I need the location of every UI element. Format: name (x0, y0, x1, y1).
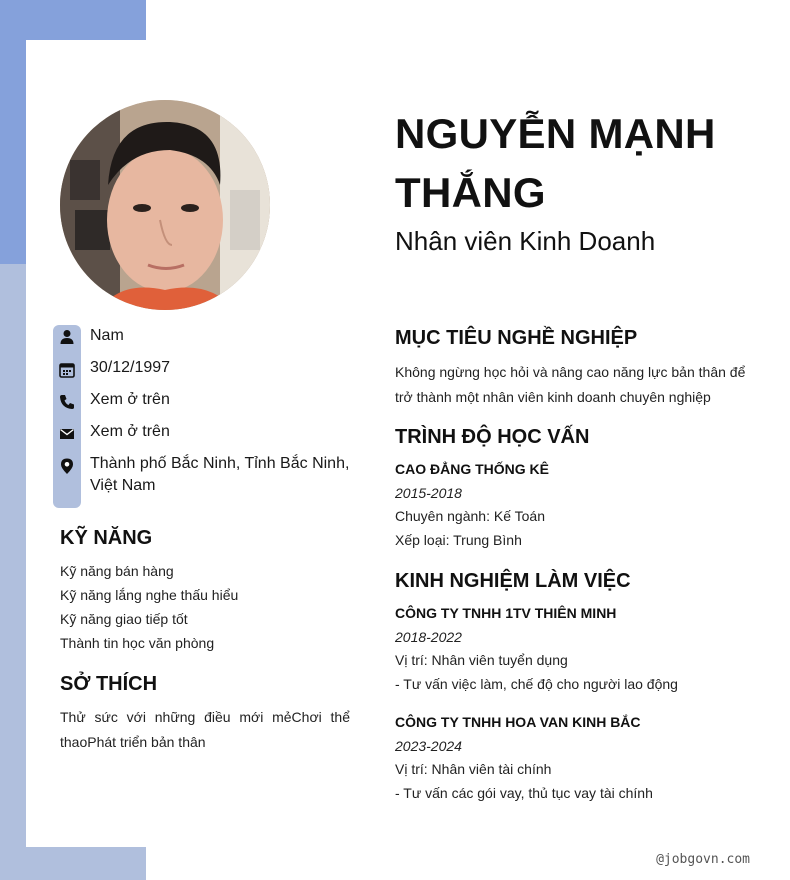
education-major: Chuyên ngành: Kế Toán (395, 508, 545, 524)
phone-icon (58, 393, 76, 411)
education-school: CAO ĐẲNG THỐNG KÊ (395, 461, 549, 477)
experience-title: KINH NGHIỆM LÀM VIỆC (395, 570, 631, 592)
contact-email: Xem ở trên (90, 423, 170, 440)
education-rank: Xếp loại: Trung Bình (395, 532, 522, 548)
contact-birthdate: 30/12/1997 (90, 359, 171, 376)
skills-title: KỸ NĂNG (60, 527, 153, 549)
contact-icon-strip (53, 325, 81, 508)
hobbies-title: SỞ THÍCH (60, 673, 158, 695)
calendar-icon (58, 361, 76, 379)
contact-phone: Xem ở trên (90, 391, 170, 408)
decor-bar-left (0, 264, 26, 880)
candidate-name: NGUYỄN MẠNH THẮNG (395, 110, 716, 216)
job-detail: - Tư vấn việc làm, chế độ cho người lao động (395, 676, 678, 692)
job-detail: - Tư vấn các gói vay, thủ tục vay tài chính (395, 785, 653, 801)
decor-bar-bottom (0, 847, 146, 880)
person-icon (58, 328, 76, 346)
job-position: Vị trí: Nhân viên tài chính (395, 761, 552, 777)
profile-photo (60, 100, 270, 310)
hobbies-text: Thử sức với những điều mới mẻChơi thể thaoPhát triển bản thân (60, 709, 350, 750)
job-period: 2018-2022 (395, 629, 462, 645)
objective-text: Không ngừng học hỏi và nâng cao năng lực bản thân để trở thành một nhân viên kinh doanh chuyên nghiệp (395, 364, 746, 405)
job-period: 2023-2024 (395, 738, 462, 754)
objective-title: MỤC TIÊU NGHỀ NGHIỆP (395, 327, 638, 349)
candidate-role: Nhân viên Kinh Doanh (395, 226, 656, 256)
skill-item: Thành tin học văn phòng (60, 635, 215, 651)
mail-icon (58, 425, 76, 443)
footer-watermark: @jobgovn.com (656, 852, 750, 867)
education-title: TRÌNH ĐỘ HỌC VẤN (395, 426, 590, 448)
contact-address: Thành phố Bắc Ninh, Tỉnh Bắc Ninh, Việt Nam (90, 455, 350, 494)
skill-item: Kỹ năng giao tiếp tốt (60, 611, 188, 627)
education-period: 2015-2018 (395, 485, 462, 501)
skill-item: Kỹ năng bán hàng (60, 563, 174, 579)
skill-item: Kỹ năng lắng nghe thấu hiểu (60, 587, 239, 603)
job-company: CÔNG TY TNHH HOA VAN KINH BẮC (395, 714, 641, 730)
contact-gender: Nam (90, 327, 124, 344)
location-pin-icon (58, 457, 76, 475)
job-company: CÔNG TY TNHH 1TV THIÊN MINH (395, 605, 617, 621)
job-position: Vị trí: Nhân viên tuyển dụng (395, 652, 568, 668)
